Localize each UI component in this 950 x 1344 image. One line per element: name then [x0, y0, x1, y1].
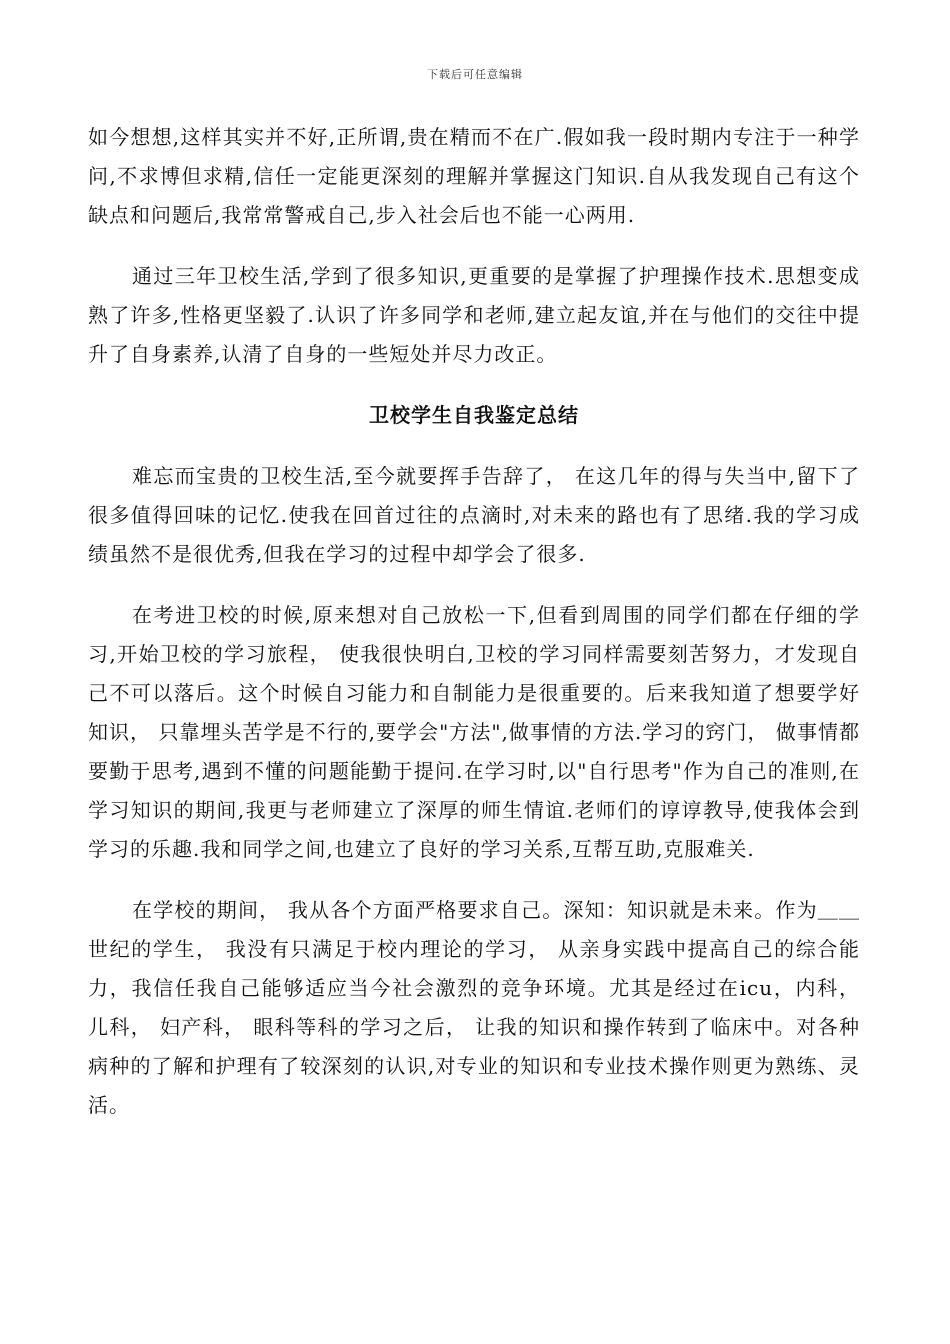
paragraph-continued: 如今想想,这样其实并不好,正所谓,贵在精而不在广.假如我一段时期内专注于一种学问,不求博但求精,信任一定能更深刻的理解并掌握这门知识.自从我发现自己有这个缺点和问题后,我常常警戒自己,步入社会后也不能一心两用.	[88, 125, 860, 227]
document-body	[88, 118, 860, 1125]
section-heading: 卫校学生自我鉴定总结	[369, 403, 579, 427]
paragraph-self-requirement: 在学校的期间， 我从各个方面严格要求自己。深知：知识就是未来。作为＿＿世纪的学生， 我没有只满足于校内理论的学习， 从亲身实践中提高自己的综合能力，我信任我自己能够适应当今社会激烈的竞争环境。尤其是经过在icu，内科， 儿科， 妇产科， 眼科等科的学习之后， 让我的知识和操作转到了临床中。对各种病种的了解和护理有了较深刻的认识,对专业的知识和专业技术操作则更为熟练、灵活。	[88, 898, 860, 1117]
paragraph-three-years: 通过三年卫校生活,学到了很多知识,更重要的是掌握了护理操作技术.思想变成熟了许多,性格更坚毅了.认识了许多同学和老师,建立起友谊,并在与他们的交往中提升了自身素养,认清了自身的一些短处并尽力改正。	[88, 264, 860, 366]
header-note: 下载后可任意编辑	[427, 68, 523, 81]
paragraph-study-method: 在考进卫校的时候,原来想对自己放松一下,但看到周围的同学们都在仔细的学习,开始卫校的学习旅程， 使我很快明白,卫校的学习同样需要刻苦努力，才发现自己不可以落后。这个时候自习能力和自制能力是很重要的。后来我知道了想要学好知识， 只靠埋头苦学是不行的,要学会"方法",做事情的方法.学习的窍门， 做事情都要勤于思考,遇到不懂的问题能勤于提问.在学习时,以"自行思考"作为自己的准则,在学习知识的期间,我更与老师建立了深厚的师生情谊.老师们的谆谆教导,使我体会到学习的乐趣.我和同学之间,也建立了良好的学习关系,互帮互助,克服难关.	[88, 603, 860, 861]
paragraph-farewell: 难忘而宝贵的卫校生活,至今就要挥手告辞了， 在这几年的得与失当中,留下了很多值得回味的记忆.使我在回首过往的点滴时,对未来的路也有了思绪.我的学习成绩虽然不是很优秀,但我在学习的过程中却学会了很多.	[88, 464, 860, 566]
